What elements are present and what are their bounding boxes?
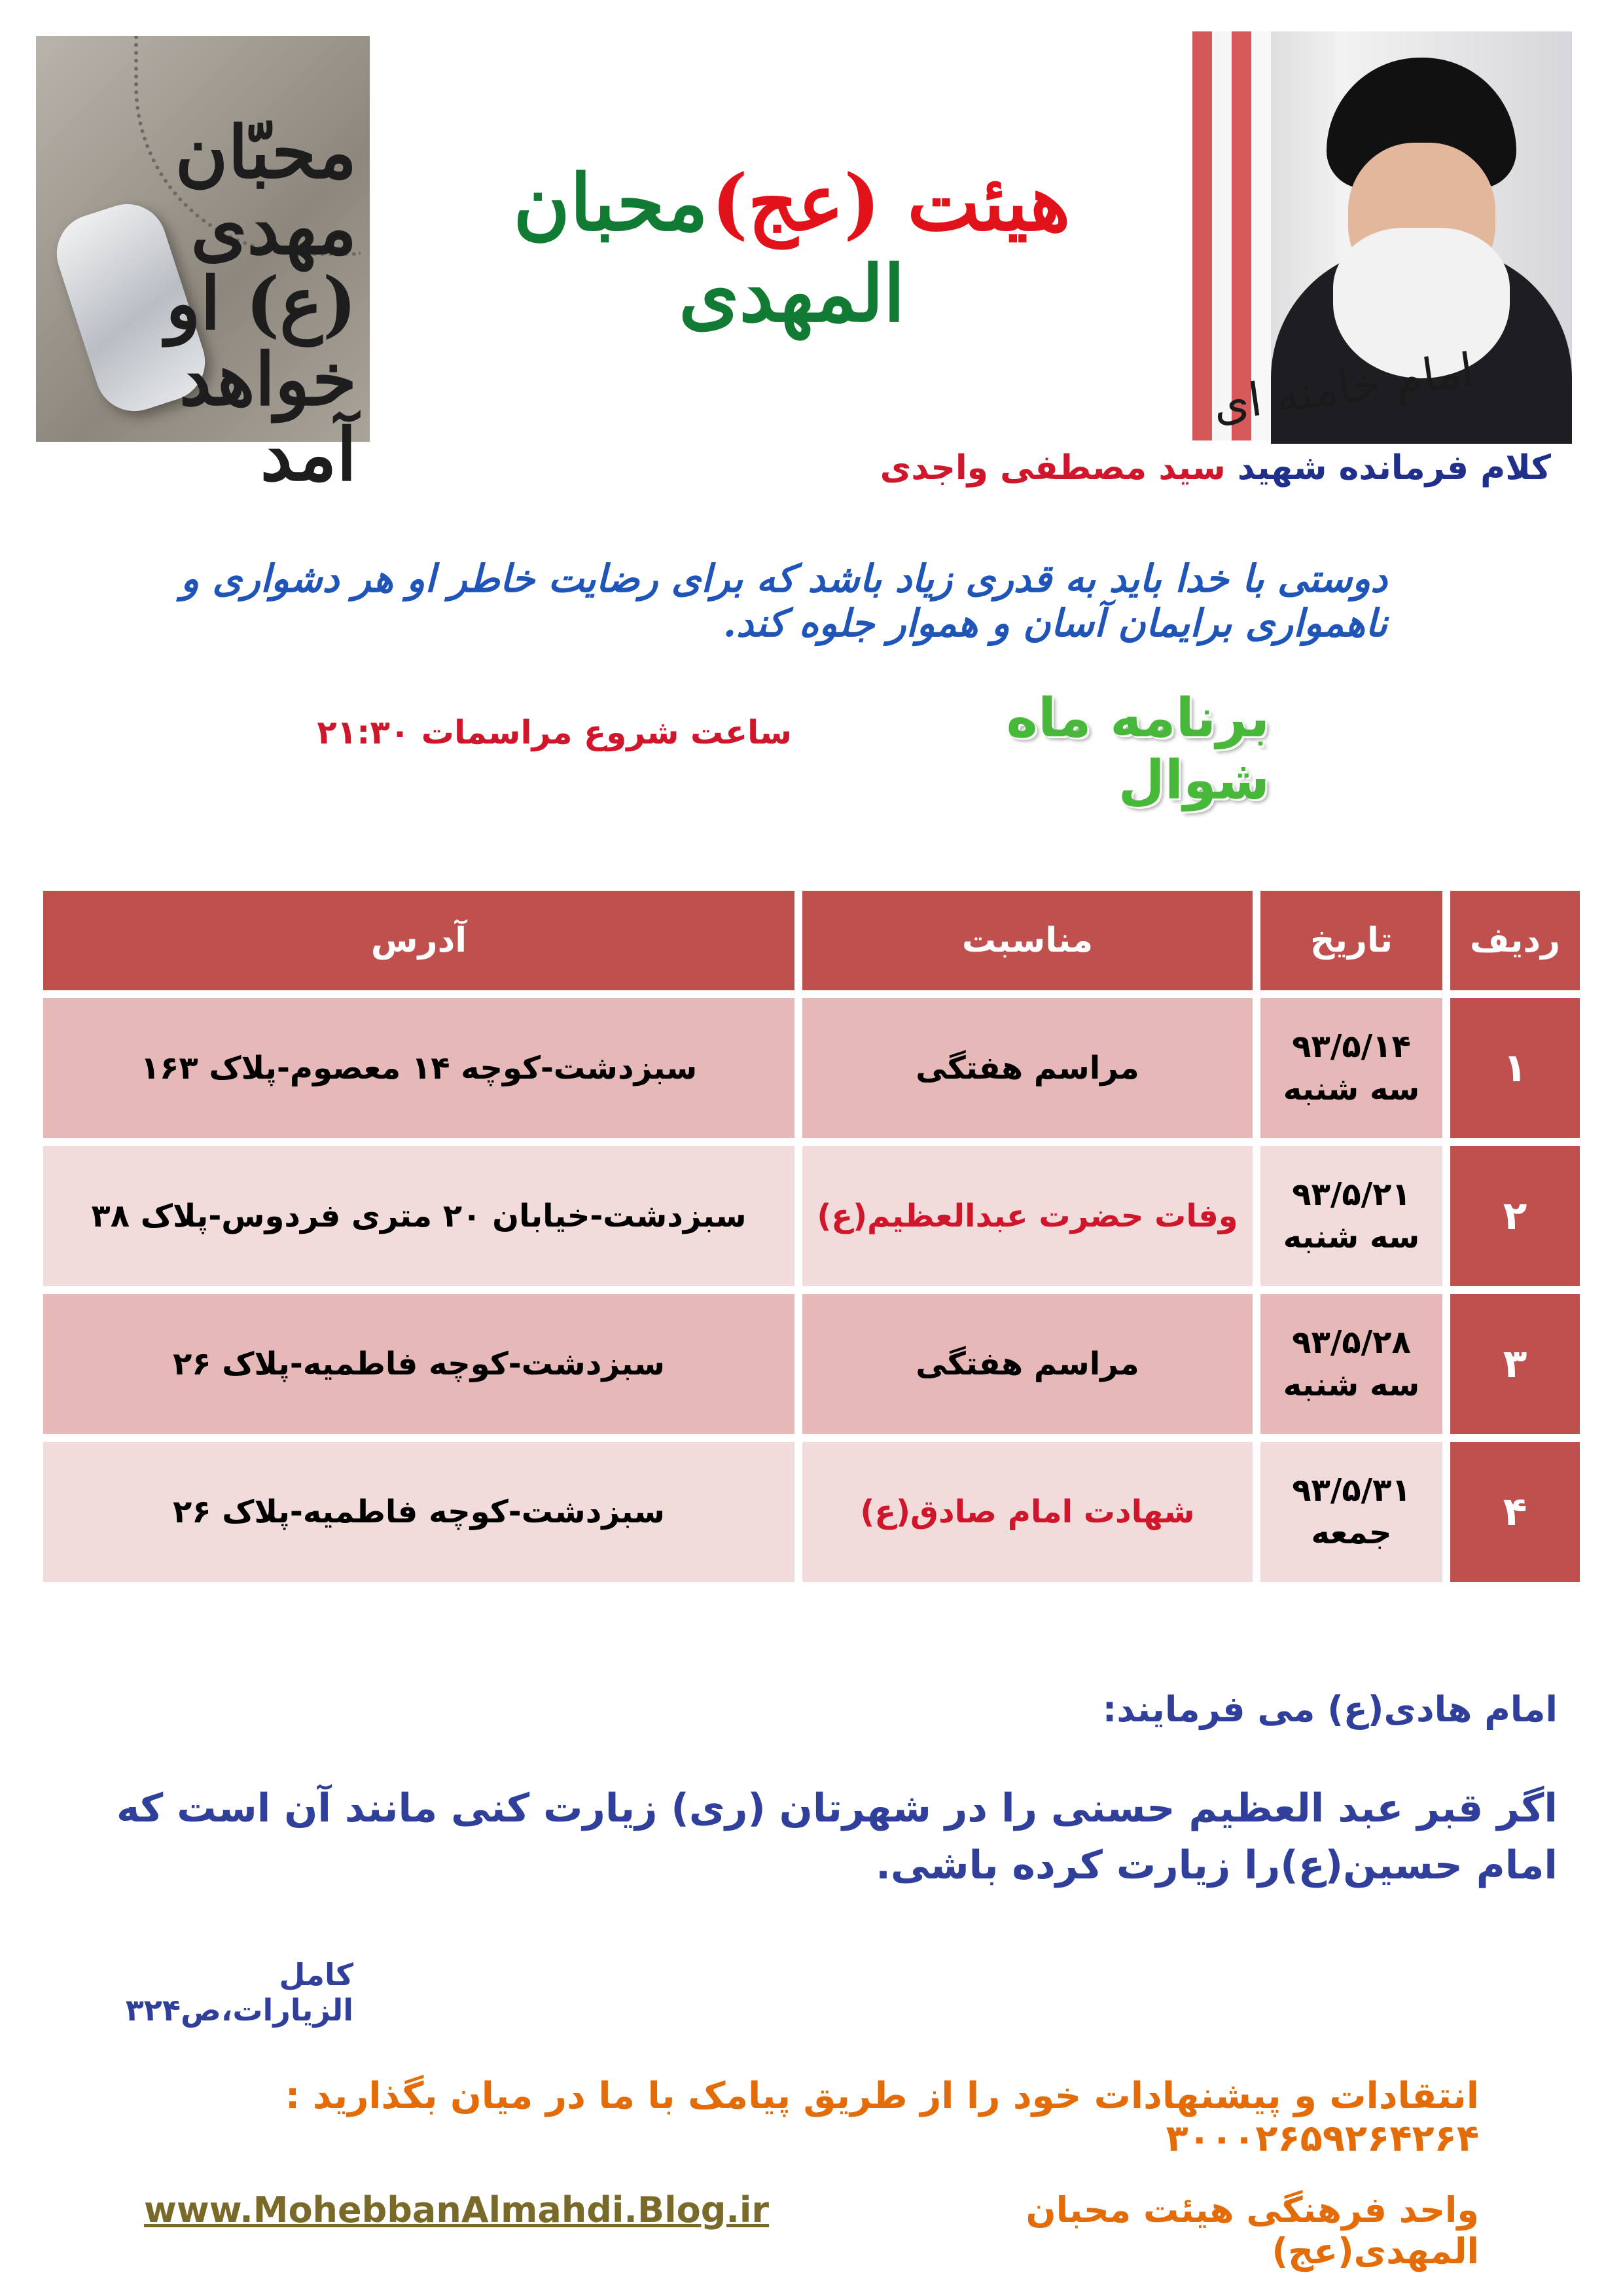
portrait-signature: امام خامنه ای xyxy=(1209,342,1477,433)
row-number: ۲ xyxy=(1446,1142,1584,1290)
row-date: ۹۳/۵/۲۱ سه شنبه xyxy=(1257,1142,1446,1290)
header-address: آدرس xyxy=(39,887,798,994)
commander-line xyxy=(654,448,1551,488)
start-time: ساعت شروع مراسمات ۲۱:۳۰ xyxy=(317,713,792,751)
table-row xyxy=(39,1290,1584,1438)
logo xyxy=(432,157,1152,339)
header-row-number: ردیف xyxy=(1446,887,1584,994)
logo-red-text: هیئت (عج) xyxy=(711,157,1071,248)
row-address: سبزدشت-کوچه ۱۴ معصوم-پلاک ۱۶۳ xyxy=(39,994,798,1142)
right-portrait-image xyxy=(1192,31,1572,440)
row-date: ۹۳/۵/۳۱ جمعه xyxy=(1257,1438,1446,1586)
table-header-row xyxy=(39,887,1584,994)
row-date: ۹۳/۵/۲۸ سه شنبه xyxy=(1257,1290,1446,1438)
cultural-unit-signature: واحد فرهنگی هیئت محبان المهدی(عج) xyxy=(1026,2189,1479,2272)
commander-quote: دوستی با خدا باید به قدری زیاد باشد که برای رضایت خاطر او هر دشواری و ناهمواری برایمان آسان و هموار جلوه کند. xyxy=(181,556,1387,645)
row-occasion: مراسم هفتگی xyxy=(798,1290,1257,1438)
program-title: برنامه ماه شوال xyxy=(1006,687,1270,812)
row-number: ۴ xyxy=(1446,1438,1584,1586)
row-address: سبزدشت-کوچه فاطمیه-پلاک ۲۶ xyxy=(39,1290,798,1438)
commander-name: سید مصطفی واجدی xyxy=(880,448,1226,488)
hadith-intro: امام هادی(ع) می فرمایند: xyxy=(1102,1689,1558,1730)
logo-green-text: محبان المهدی xyxy=(513,157,905,339)
hadith-text: اگر قبر عبد العظیم حسنی را در شهرتان (ری) زیارت کنی مانند آن است که امام حسین(ع)را زیارت کرده باشی. xyxy=(116,1785,1558,1888)
commander-prefix: کلام فرمانده شهید xyxy=(1237,448,1551,488)
website-link[interactable]: www.MohebbanAlmahdi.Blog.ir xyxy=(144,2189,770,2231)
hadith-source: کامل الزیارات،ص۳۲۴ xyxy=(125,1957,353,2028)
row-occasion: شهادت امام صادق(ع) xyxy=(798,1438,1257,1586)
row-number: ۱ xyxy=(1446,994,1584,1142)
table-row xyxy=(39,1438,1584,1586)
sms-feedback-line: انتقادات و پیشنهادات خود را از طریق پیامک با ما در میان بگذارید : ۳۰۰۰۲۶۵۹۲۶۴۲۶۴ xyxy=(285,2075,1479,2160)
schedule-table xyxy=(39,887,1584,1586)
row-occasion: وفات حضرت عبدالعظیم(ع) xyxy=(798,1142,1257,1290)
row-date: ۹۳/۵/۱۴ سه شنبه xyxy=(1257,994,1446,1142)
header-occasion: مناسبت xyxy=(798,887,1257,994)
header-date: تاریخ xyxy=(1257,887,1446,994)
row-address: سبزدشت-خیابان ۲۰ متری فردوس-پلاک ۳۸ xyxy=(39,1142,798,1290)
table-row xyxy=(39,1142,1584,1290)
left-image-calligraphy: محبّان مهدی (ع) او خواهد آمد xyxy=(166,110,357,497)
left-header-image xyxy=(36,36,370,497)
row-address: سبزدشت-کوچه فاطمیه-پلاک ۲۶ xyxy=(39,1438,798,1586)
table-row xyxy=(39,994,1584,1142)
row-occasion: مراسم هفتگی xyxy=(798,994,1257,1142)
row-number: ۳ xyxy=(1446,1290,1584,1438)
